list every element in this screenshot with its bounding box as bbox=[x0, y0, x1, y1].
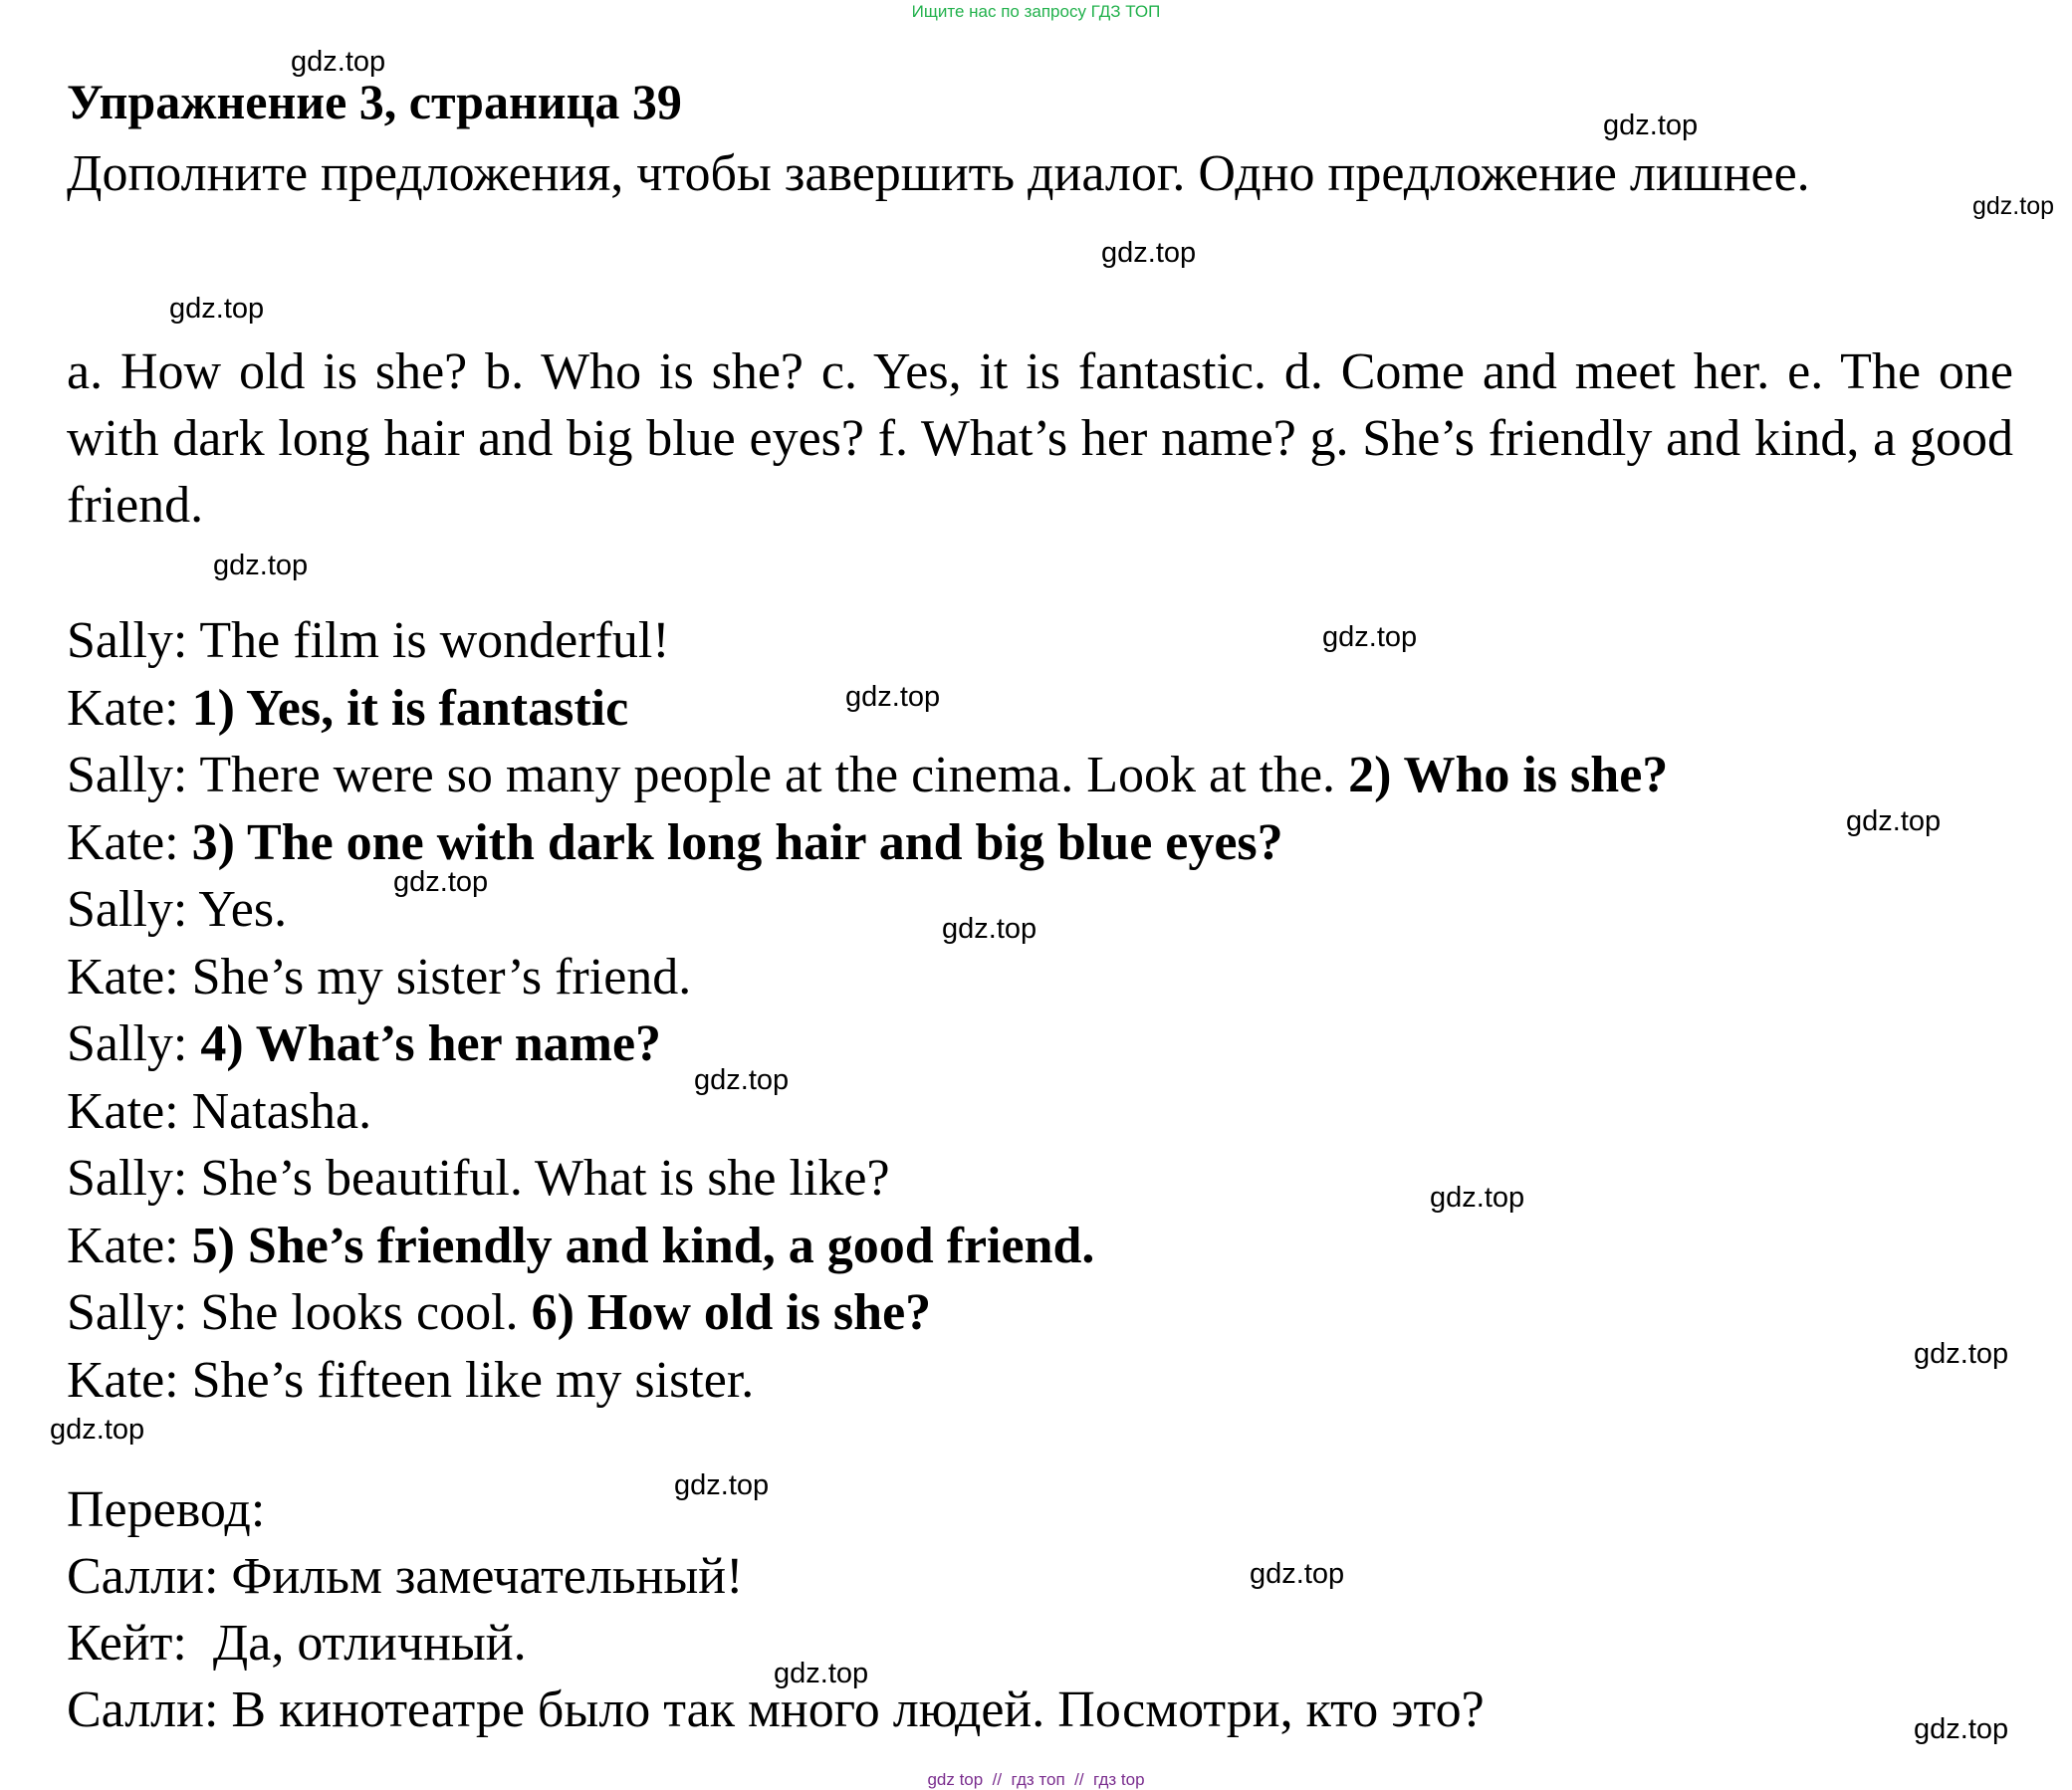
watermark: gdz.top bbox=[674, 1469, 770, 1501]
answer: 6) How old is she? bbox=[531, 1284, 932, 1341]
watermark: gdz.top bbox=[393, 866, 489, 898]
dialogue bbox=[67, 607, 1668, 1414]
watermark: gdz.top bbox=[169, 293, 265, 325]
answer: 2) Who is she? bbox=[1348, 747, 1669, 803]
speaker: Kate: bbox=[67, 1217, 179, 1274]
watermark: gdz.top bbox=[942, 913, 1037, 945]
dialogue-line bbox=[67, 1145, 1668, 1213]
watermark: gdz.top bbox=[1603, 110, 1699, 141]
bottom-banner: gdz top // гдз топ // гдз top bbox=[927, 1770, 1145, 1789]
dialogue-line bbox=[67, 1078, 1668, 1146]
line-text: The film is wonderful! bbox=[199, 612, 670, 669]
speaker: Sally: bbox=[67, 881, 188, 938]
speaker: Sally: bbox=[67, 612, 188, 669]
dialogue-line bbox=[67, 1213, 1668, 1280]
speaker: Kate: bbox=[67, 679, 179, 737]
watermark: gdz.top bbox=[845, 681, 941, 713]
translation-line: Салли: В кинотеатре было так много людей. Посмотри, кто это? bbox=[67, 1681, 1485, 1738]
dialogue-line bbox=[67, 944, 1668, 1011]
translation bbox=[67, 1476, 1485, 1743]
line-text: There were so many people at the cinema. Look at the. bbox=[199, 747, 1336, 803]
speaker: Kate: bbox=[67, 1351, 179, 1409]
watermark: gdz.top bbox=[1914, 1338, 2009, 1370]
translation-line: Кейт: Да, отличный. bbox=[67, 1615, 527, 1672]
line-text: She’s fifteen like my sister. bbox=[191, 1351, 755, 1409]
dialogue-line bbox=[67, 1347, 1668, 1415]
page-title: Упражнение 3, страница 39 bbox=[67, 74, 682, 129]
translation-line: Салли: Фильм замечательный! bbox=[67, 1548, 744, 1605]
speaker: Kate: bbox=[67, 948, 179, 1006]
options-list: a. How old is she? b. Who is she? c. Yes, it is fantastic. d. Come and meet her. e. The one with dark long hair and big blue eyes? f. What’s her name? g. She’s friendly and kind, a good friend. bbox=[67, 343, 2013, 534]
watermark: gdz.top bbox=[1250, 1558, 1345, 1590]
watermark: gdz.top bbox=[291, 46, 386, 78]
dialogue-line bbox=[67, 1010, 1668, 1078]
watermark: gdz.top bbox=[1322, 621, 1418, 653]
line-text: Natasha. bbox=[191, 1082, 372, 1140]
watermark: gdz.top bbox=[694, 1064, 790, 1096]
answer: 5) She’s friendly and kind, a good friend. bbox=[191, 1217, 1095, 1274]
line-text: Yes. bbox=[198, 881, 288, 938]
dialogue-line bbox=[67, 876, 1668, 944]
speaker: Sally: bbox=[67, 1150, 188, 1207]
watermark: gdz.top bbox=[1101, 237, 1197, 269]
translation-heading: Перевод: bbox=[67, 1481, 266, 1538]
speaker: Sally: bbox=[67, 1284, 188, 1341]
line-text: She’s my sister’s friend. bbox=[191, 948, 692, 1006]
instructions: Дополните предложения, чтобы завершить диалог. Одно предложение лишнее. bbox=[67, 145, 1810, 202]
watermark: gdz.top bbox=[50, 1414, 145, 1446]
answer: 1) Yes, it is fantastic bbox=[191, 679, 629, 737]
answer: 4) What’s her name? bbox=[200, 1015, 662, 1072]
dialogue-line bbox=[67, 607, 1668, 675]
watermark: gdz.top bbox=[774, 1658, 869, 1689]
line-text: She’s beautiful. What is she like? bbox=[200, 1150, 890, 1207]
speaker: Sally: bbox=[67, 1015, 188, 1072]
speaker: Kate: bbox=[67, 813, 179, 871]
top-banner: Ищите нас по запросу ГДЗ ТОП bbox=[911, 2, 1161, 21]
line-text: She looks cool. bbox=[200, 1284, 519, 1341]
dialogue-line bbox=[67, 742, 1668, 809]
watermark: gdz.top bbox=[1972, 192, 2055, 220]
watermark: gdz.top bbox=[1430, 1182, 1525, 1214]
answer: 3) The one with dark long hair and big blue eyes? bbox=[191, 813, 1283, 871]
speaker: Sally: bbox=[67, 747, 188, 803]
watermark: gdz.top bbox=[1846, 805, 1942, 837]
dialogue-line bbox=[67, 1279, 1668, 1347]
watermark: gdz.top bbox=[213, 550, 309, 581]
dialogue-line bbox=[67, 809, 1668, 877]
speaker: Kate: bbox=[67, 1082, 179, 1140]
watermark: gdz.top bbox=[1914, 1713, 2009, 1745]
